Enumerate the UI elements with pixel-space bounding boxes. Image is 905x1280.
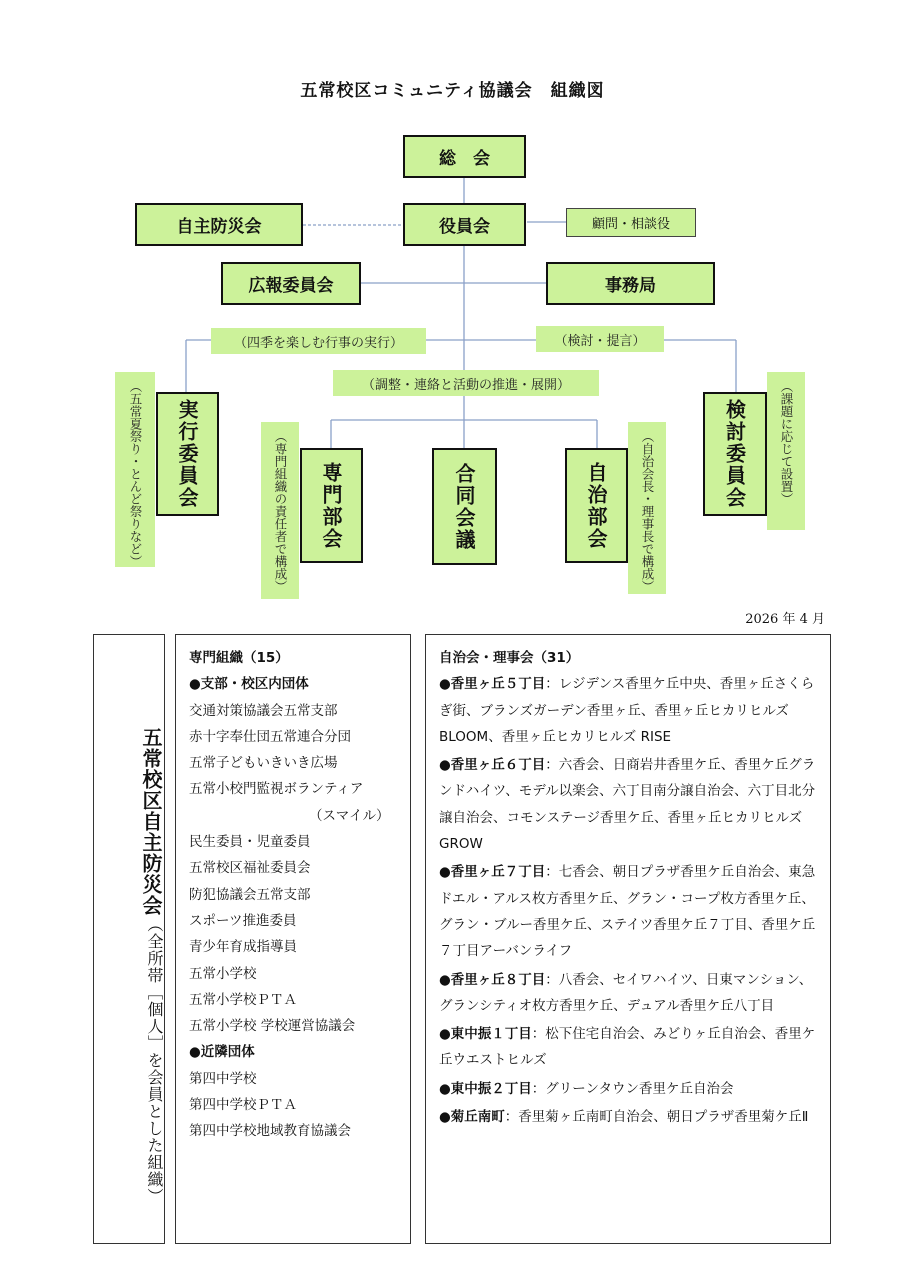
goudou-box: 合同会議 [432,448,497,565]
entry-text: ：七香会、朝日プラザ香里ケ丘自治会、東急ドエル・アルス枚方香里ケ丘、グラン・コープ枚方香里ケ丘、グラン・ブルー香里ケ丘、ステイツ香里ケ丘７丁目、香里ケ丘７丁目アーバンライフ [439,864,816,960]
senmon-list-header: 専門組織（15） [189,650,289,666]
jimukyoku-box: 事務局 [546,262,715,305]
entry-name: ●香里ヶ丘８丁目 [439,971,546,988]
entry-name: ●香里ヶ丘５丁目 [439,676,546,693]
senmon-note: （専門組織の責任者で構成） [261,422,299,599]
list-item: 第四中学校 [189,1070,257,1087]
list-item: 交通対策協議会五常支部 [189,702,338,719]
entry-name: ●香里ヶ丘６丁目 [439,757,546,774]
list-item [439,1104,822,1130]
soukai-box: 総 会 [403,135,526,178]
entry-text: ：六香会、日商岩井香里ケ丘、香里ケ丘グランドハイツ、モデル以楽会、六丁目南分譲自治会、六丁目北分譲自治会、コモンステージ香里ケ丘、香里ヶ丘ヒカリヒルズ GROW [439,757,816,853]
yakuinkai-box: 役員会 [403,203,526,246]
jishu-bousai-box: 自主防災会 [135,203,303,246]
komon-box: 顧問・相談役 [566,208,696,237]
date: 2026 年 4 月 [745,612,825,627]
entry-text: ：レジデンス香里ケ丘中央、香里ヶ丘さくらぎ街、ブランズガーデン香里ヶ丘、香里ヶ丘ヒカリヒルズ BLOOM、香里ヶ丘ヒカリヒルズ RISE [439,676,815,745]
label-shiki: （四季を楽しむ行事の実行） [211,328,426,354]
jichi-list-panel [425,634,831,1244]
jikkou-note: （五常夏祭り・とんど祭りなど） [115,372,155,567]
label-kentou: （検討・提言） [536,326,664,352]
entry-text: ：香里菊ヶ丘南町自治会、朝日プラザ香里菊ケ丘Ⅱ [504,1109,809,1126]
list-item: 五常校区福祉委員会 [189,860,311,877]
senmon-group2-heading: ●近隣団体 [189,1044,255,1061]
list-item: 第四中学校地域教育協議会 [189,1123,351,1140]
list-item [439,1021,822,1074]
jikkou-box: 実行委員会 [156,392,219,516]
jishu-bousai-panel-subtitle: （全所帯［個人］を会員とした組織） [145,916,164,1205]
entry-name: ●菊丘南町 [439,1109,505,1126]
list-item: 五常小学校 [189,965,257,982]
list-item: 五常小学校ＰＴＡ [189,991,297,1008]
list-item [439,1076,822,1102]
kentou-box: 検討委員会 [703,392,767,516]
jishu-bousai-panel-title: 五常校区自主防災会 [139,727,163,916]
entry-name: ●東中振２丁目 [439,1080,532,1097]
jishu-bousai-panel-text [94,691,166,1241]
jishu-bousai-panel [93,634,165,1244]
entry-name: ●東中振１丁目 [439,1026,532,1043]
jichi-list-header: 自治会・理事会（31） [439,650,580,666]
jichi-note: （自治会長・理事長で構成） [628,422,666,594]
entry-text: ：八香会、セイワハイツ、日東マンション、グランシティオ枚方香里ケ丘、デュアル香里ケ丘八丁目 [439,971,813,1014]
label-chousei: （調整・連絡と活動の推進・展開） [333,370,599,396]
entry-name: ●香里ヶ丘７丁目 [439,864,546,881]
list-item [439,859,822,964]
kouhou-box: 広報委員会 [221,262,361,305]
list-item: 第四中学校ＰＴＡ [189,1097,297,1114]
list-item: 五常子どもいきいき広場 [189,755,338,772]
list-item: 五常小校門監視ボランティア [189,781,364,798]
list-item: 五常小学校 学校運営協議会 [189,1018,356,1035]
senmon-list-panel [175,634,411,1244]
list-item: 防犯協議会五常支部 [189,886,311,903]
list-item: 青少年育成指導員 [189,939,297,956]
senmon-box: 専門部会 [300,448,363,563]
page-title: 五常校区コミュニティ協議会 組織図 [300,81,605,101]
list-item: 民生委員・児童委員 [189,834,311,851]
list-item [439,671,822,750]
list-item: スポーツ推進委員 [189,912,297,929]
list-item [439,967,822,1020]
kentou-note: （課題に応じて設置） [767,372,805,530]
entry-text: ：松下住宅自治会、みどりヶ丘自治会、香里ケ丘ウエストヒルズ [439,1026,816,1069]
list-item: （スマイル） [309,807,390,824]
entry-text: ：グリーンタウン香里ケ丘自治会 [531,1080,734,1097]
jichi-box: 自治部会 [565,448,628,563]
list-item: 赤十字奉仕団五常連合分団 [189,728,351,745]
list-item [439,752,822,857]
senmon-group1-heading: ●支部・校区内団体 [189,676,309,693]
